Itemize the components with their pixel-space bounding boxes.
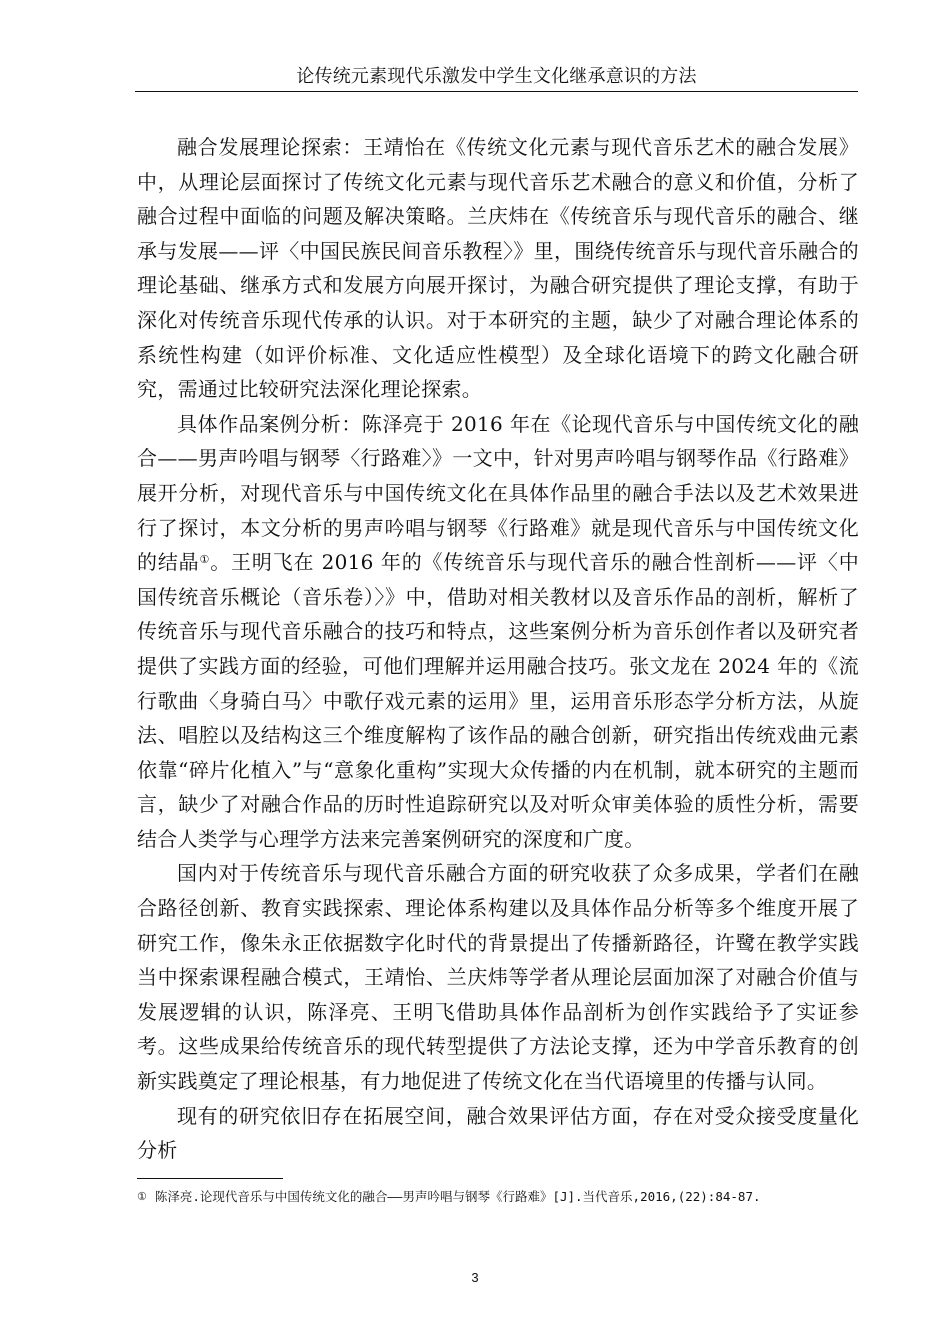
paragraph-case-analysis-part2: 。王明飞在 2016 年的《传统音乐与现代音乐的融合性剖析——评〈中国传统音乐概论（音乐卷）〉》中，借助对相关教材以及音乐作品的剖析，解析了传统音乐与现代音乐融合的技巧和特点，这些案例分析为音乐创作者以及研究者提供了实践方面的经验，可他们理解并运用融合技巧。张文龙在 2024 年的《流行歌曲〈身骑白马〉中歌仔戏元素的运用》里，运用音乐形态学分析方法，从旋法、唱腔以及结构这三个维度解构了该作品的融合创新，研究指出传统戏曲元素依靠“碎片化植入”与“意象化重构”实现大众传播的内在机制，就本研究的主题而言，缺少了对融合作品的历时性追踪研究以及对听众审美体验的质性分析，需要结合人类学与心理学方法来完善案例研究的深度和广度。 (137, 550, 860, 851)
paragraph-case-analysis (137, 407, 859, 857)
paragraph-theory: 融合发展理论探索：王靖怡在《传统文化元素与现代音乐艺术的融合发展》中，从理论层面探讨了传统文化元素与现代音乐艺术融合的意义和价值，分析了融合过程中面临的问题及解决策略。兰庆炜在《传统音乐与现代音乐的融合、继承与发展——评〈中国民族民间音乐教程〉》里，围绕传统音乐与现代音乐融合的理论基础、继承方式和发展方向展开探讨，为融合研究提供了理论支撑，有助于深化对传统音乐现代传承的认识。对于本研究的主题，缺少了对融合理论体系的系统性构建（如评价标准、文化适应性模型）及全球化语境下的跨文化融合研究，需通过比较研究法深化理论探索。 (137, 135, 859, 402)
running-header: 论传统元素现代乐激发中学生文化继承意识的方法 (296, 66, 697, 87)
footnote-reference[interactable]: ① (199, 553, 211, 567)
body-text (137, 130, 859, 1168)
paragraph-case-analysis-part1: 具体作品案例分析：陈泽亮于 2016 年在《论现代音乐与中国传统文化的融合——男声吟唱与钢琴〈行路难〉》一文中，针对男声吟唱与钢琴作品《行路难》展开分析，对现代音乐与中国传统文化在具体作品里的融合手法以及艺术效果进行了探讨，本文分析的男声吟唱与钢琴《行路难》就是现代音乐与中国传统文化的结晶 (137, 411, 859, 575)
header-divider (135, 91, 858, 92)
paragraph-summary: 国内对于传统音乐与现代音乐融合方面的研究收获了众多成果，学者们在融合路径创新、教育实践探索、理论体系构建以及具体作品分析等多个维度开展了研究工作，像朱永正依据数字化时代的背景提出了传播新路径，许鹭在教学实践当中探索课程融合模式，王靖怡、兰庆炜等学者从理论层面加深了对融合价值与发展逻辑的认识，陈泽亮、王明飞借助具体作品剖析为创作实践给予了实证参考。这些成果给传统音乐的现代转型提供了方法论支撑，还为中学音乐教育的创新实践奠定了理论根基，有力地促进了传统文化在当代语境里的传播与认同。 (137, 861, 859, 1094)
footnote-text: 陈泽亮.论现代音乐与中国传统文化的融合——男声吟唱与钢琴《行路难》[J].当代音乐,2016,(22):84-87. (154, 1189, 761, 1204)
footnote-mark: ① (137, 1190, 147, 1203)
paragraph-limitations: 现有的研究依旧存在拓展空间，融合效果评估方面，存在对受众接受度量化分析 (137, 1103, 859, 1163)
footnote (137, 1187, 859, 1207)
page-number: 3 (471, 1270, 479, 1285)
footnote-divider (137, 1178, 283, 1179)
